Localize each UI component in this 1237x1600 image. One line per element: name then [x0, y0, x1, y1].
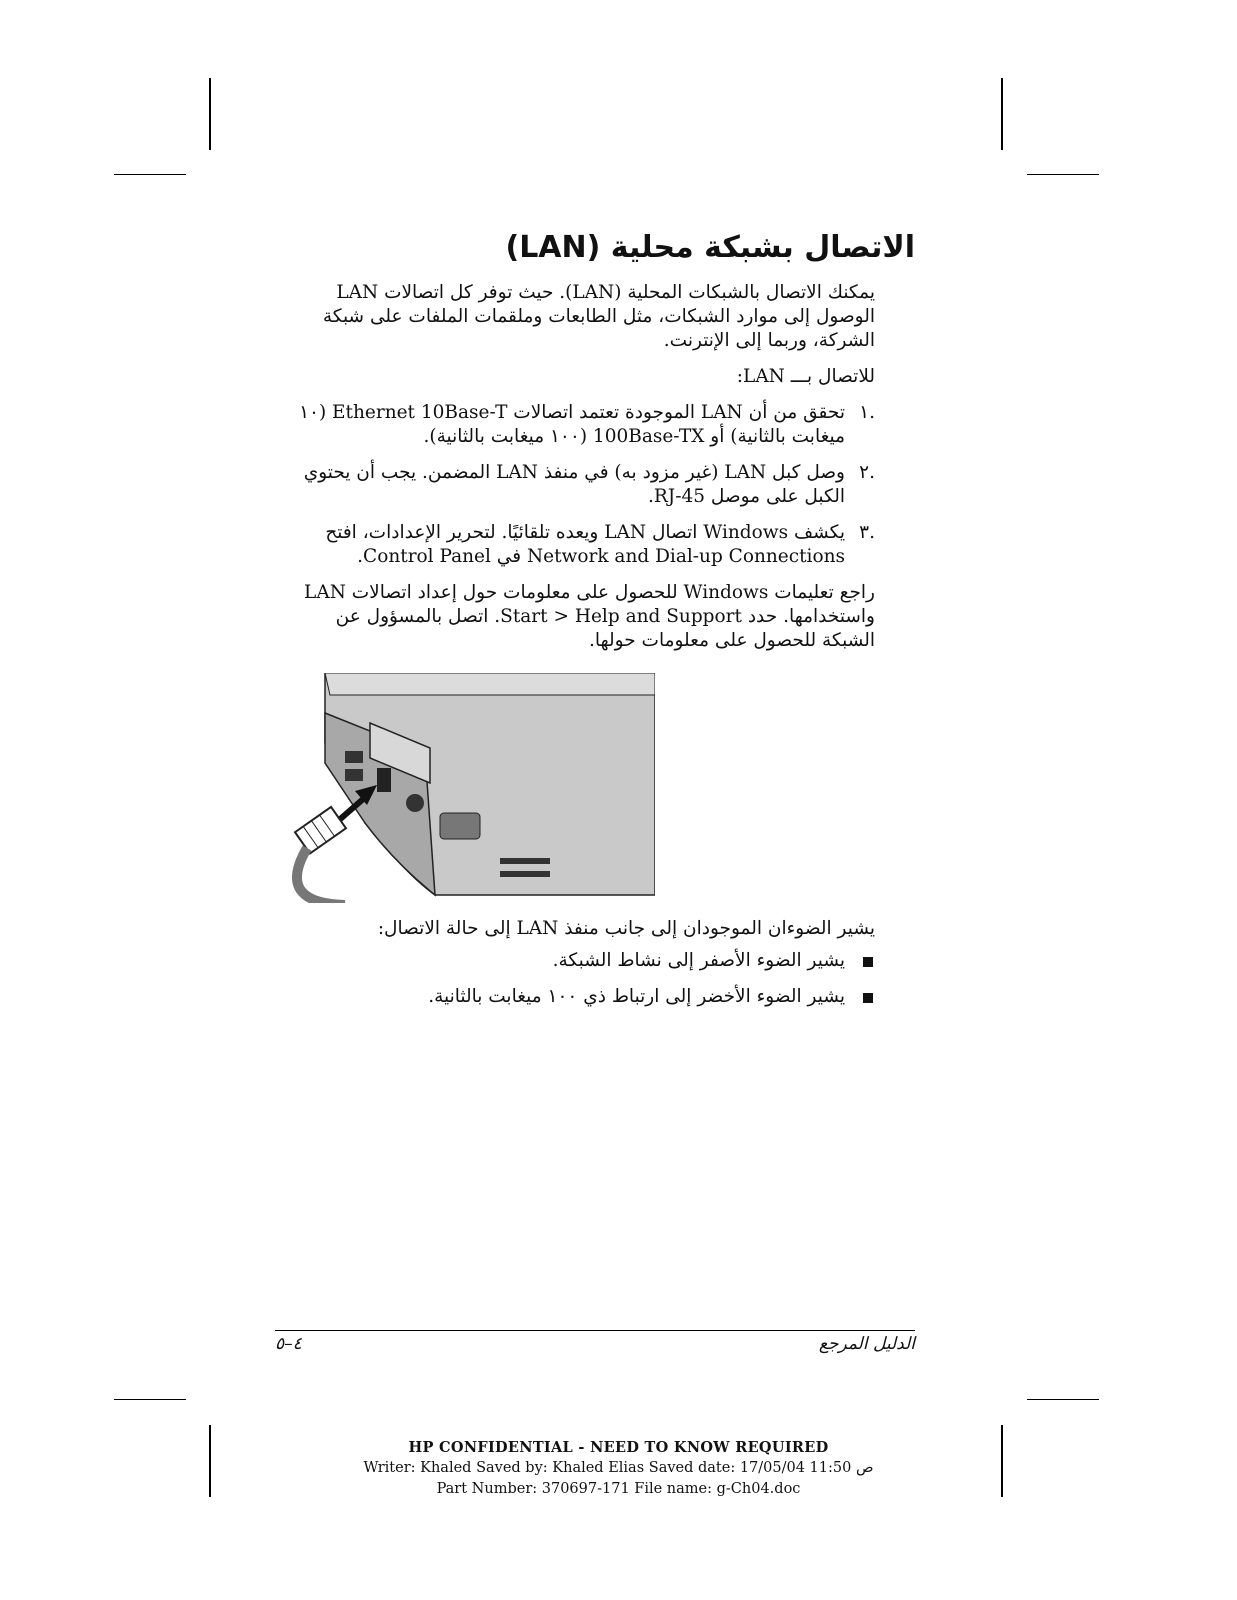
page-number: ٤–٥ [275, 1334, 302, 1354]
step-number: .١ [859, 402, 875, 423]
lights-intro: يشير الضوءان الموجودان إلى جانب منفذ LAN إلى حالة الاتصال: [377, 918, 875, 939]
page-content [285, 228, 915, 1021]
crop-mark [1027, 1399, 1099, 1400]
confidential-heading: HP CONFIDENTIAL - NEED TO KNOW REQUIRED [408, 1439, 829, 1456]
crop-mark [1001, 78, 1003, 150]
crop-mark [209, 78, 211, 150]
footer-rule [275, 1330, 915, 1331]
step-text: يكشف Windows اتصال LAN ويعده تلقائيًا. لتحرير الإعدادات، افتح Network and Dial-up Connections في Control Panel. [325, 522, 845, 567]
list-item-text: يشير الضوء الأخضر إلى ارتباط ذي ١٠٠ ميغابت بالثانية. [428, 986, 845, 1007]
list-item [285, 949, 875, 973]
step-text: وصل كبل LAN (غير مزود به) في منفذ LAN المضمن. يجب أن يحتوي الكبل على موصل RJ-45. [303, 462, 845, 507]
bullet-square-icon [863, 957, 873, 967]
steps-intro: للاتصال بـــ LAN: [736, 366, 875, 387]
page-title: الاتصال بشبكة محلية (LAN) [505, 230, 915, 265]
lights-list [285, 949, 875, 1009]
steps-list [285, 401, 875, 569]
step-item [285, 401, 875, 449]
writer-info: Writer: Khaled Saved by: Khaled Elias Saved date: 17/05/04 11:50 ص [363, 1460, 874, 1476]
help-note: راجع تعليمات Windows للحصول على معلومات حول إعداد اتصالات LAN واستخدامها. حدد Start > Help and Support. اتصل بالمسؤول عن الشبكة للحصول على معلومات حولها. [304, 582, 875, 651]
step-item [285, 461, 875, 509]
part-number-info: Part Number: 370697-171 File name: g-Ch04.doc [436, 1481, 801, 1497]
crop-mark [1027, 174, 1099, 175]
step-number: .٢ [859, 462, 875, 483]
bullet-square-icon [863, 993, 873, 1003]
lan-cable-to-laptop-port-illustration [285, 673, 655, 903]
book-title: الدليل المرجع [818, 1334, 915, 1354]
list-item [285, 985, 875, 1009]
crop-mark [114, 174, 186, 175]
step-number: .٣ [859, 522, 875, 543]
crop-mark [114, 1399, 186, 1400]
intro-paragraph: يمكنك الاتصال بالشبكات المحلية (LAN). حيث توفر كل اتصالات LAN الوصول إلى موارد الشبكات، مثل الطابعات وملقمات الملفات على شبكة الشركة، وربما إلى الإنترنت. [322, 282, 875, 351]
step-text: تحقق من أن LAN الموجودة تعتمد اتصالات Ethernet 10Base-T (١٠ ميغابت بالثانية) أو 100Base-TX (١٠٠ ميغابت بالثانية). [299, 402, 845, 447]
confidential-block [0, 1437, 1237, 1500]
step-item [285, 521, 875, 569]
list-item-text: يشير الضوء الأصفر إلى نشاط الشبكة. [552, 950, 845, 971]
